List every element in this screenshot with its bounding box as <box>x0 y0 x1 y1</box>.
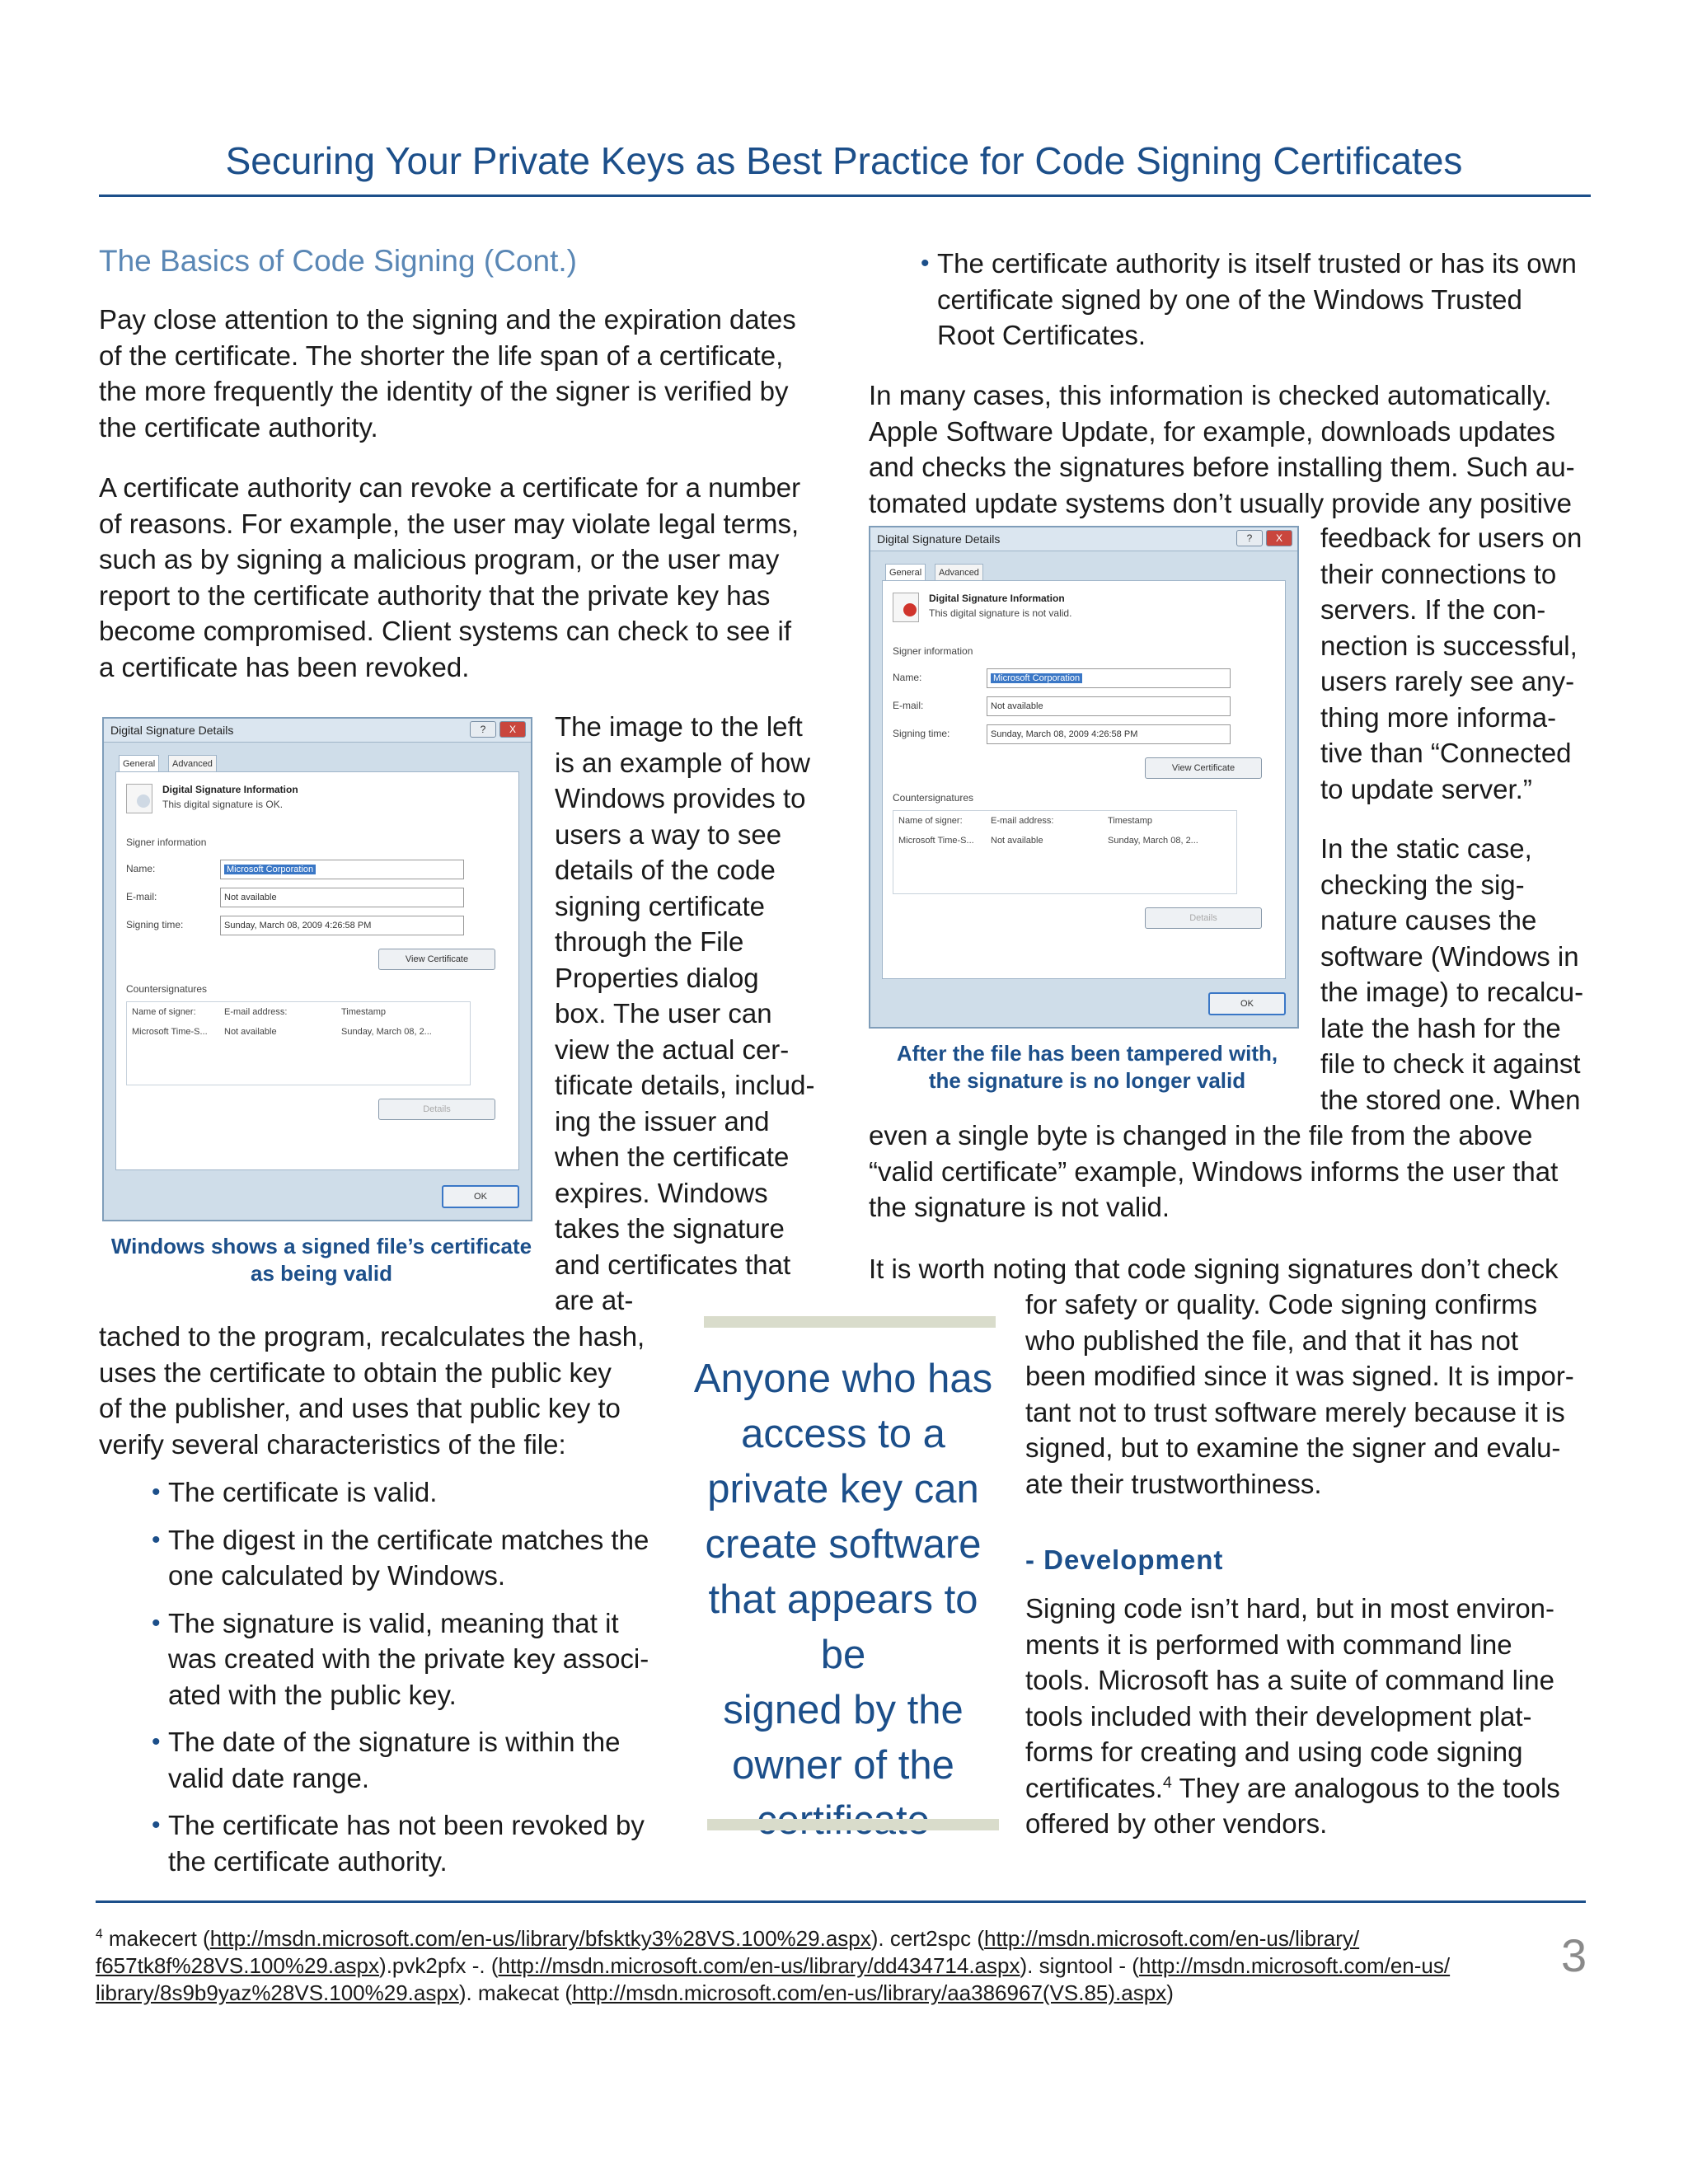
pvk2pfx-link[interactable]: http://msdn.microsoft.com/en-us/library/dd434714.aspx <box>498 1953 1020 1978</box>
dialog-titlebar <box>870 527 1297 551</box>
name-field[interactable] <box>220 860 464 879</box>
signing-time-field[interactable]: Sunday, March 08, 2009 4:26:58 PM <box>220 916 464 935</box>
development-paragraph <box>1025 1591 1602 1842</box>
text-line: the stored one. When <box>1320 1084 1581 1115</box>
text-line: report to the certificate authority that the private key has <box>99 579 771 611</box>
email-field[interactable]: Not available <box>220 888 464 907</box>
cert2spc-link[interactable]: http://msdn.microsoft.com/en-us/library/ <box>983 1926 1360 1951</box>
text-line: signed, but to examine the signer and evalu- <box>1025 1432 1561 1463</box>
text-line: the certificate authority. <box>168 1845 448 1877</box>
name-label: Name: <box>126 863 156 874</box>
table-cell[interactable]: Sunday, March 08, 2... <box>341 1027 432 1037</box>
text-line: tools included with their development plat- <box>1025 1700 1532 1732</box>
text-line: nection is successful, <box>1320 630 1578 661</box>
page-number: 3 <box>1561 1929 1587 1981</box>
text-line: Apple Software Update, for example, downloads updates <box>869 415 1555 447</box>
right-paragraph-2-full <box>869 1118 1602 1226</box>
name-label: Name: <box>893 672 922 683</box>
text-line: verify several characteristics of the file: <box>99 1428 566 1460</box>
page-title: Securing Your Private Keys as Best Practice for Code Signing Certificates <box>225 139 1463 182</box>
text-line: tached to the program, recalculates the hash, <box>99 1321 645 1352</box>
quote-line: private key can <box>707 1467 979 1511</box>
text-line: to update server.” <box>1320 773 1532 804</box>
footnote-marker: 4 <box>96 1927 103 1942</box>
text-line: checking the sig- <box>1320 869 1525 900</box>
text-line: offered by other vendors. <box>1025 1808 1328 1839</box>
right-paragraph-1-wrap <box>1320 520 1605 807</box>
dialog-panel <box>882 580 1286 979</box>
info-heading: Digital Signature Information <box>929 593 1065 604</box>
text-line: the certificate authority. <box>99 411 378 443</box>
text-line: software (Windows in <box>1320 940 1579 972</box>
text-line: late the hash for the <box>1320 1012 1561 1043</box>
signing-time-label: Signing time: <box>126 919 184 930</box>
email-field[interactable]: Not available <box>987 696 1231 716</box>
bullet-icon: • <box>921 250 930 277</box>
text-line: box. The user can <box>555 998 772 1029</box>
right-paragraph-3-first <box>869 1251 1602 1287</box>
figure-caption-invalid <box>869 1040 1306 1094</box>
text-line: Root Certificates. <box>937 320 1146 350</box>
text-line: become compromised. Client systems can check to see if <box>99 616 792 646</box>
details-button[interactable]: Details <box>1145 907 1262 929</box>
caption-line: Windows shows a signed file’s certificate <box>110 1234 532 1258</box>
table-cell[interactable]: Not available <box>991 836 1043 846</box>
footnote <box>96 1925 1546 2007</box>
right-bullet-top <box>921 246 1597 354</box>
text-line: The certificate authority is itself trusted or has its own <box>937 248 1577 279</box>
footnote-text: ).pvk2pfx -. ( <box>379 1953 499 1978</box>
help-button[interactable]: ? <box>470 721 496 738</box>
text-line: the more frequently the identity of the signer is verified by <box>99 376 789 406</box>
text-line: users a way to see <box>555 818 782 850</box>
text-line: Pay close attention to the signing and the expiration dates <box>99 304 796 335</box>
column-header: E-mail address: <box>224 1007 288 1017</box>
tab-general[interactable]: General <box>885 564 926 581</box>
close-button[interactable]: X <box>499 721 526 738</box>
text-line: It is worth noting that code signing signatures don’t check <box>869 1254 1559 1284</box>
info-heading: Digital Signature Information <box>162 784 298 795</box>
text-line: “valid certificate” example, Windows informs the user that <box>869 1155 1559 1187</box>
left-bullet-list <box>152 1474 679 1879</box>
footnote-text: makecert ( <box>102 1926 210 1951</box>
quote-line: owner of the <box>732 1743 954 1788</box>
quote-line: signed by the <box>723 1688 964 1732</box>
text-line: are at- <box>555 1285 634 1315</box>
error-certificate-icon <box>893 593 919 622</box>
column-header: Name of signer: <box>898 816 963 826</box>
development-heading: - Development <box>1025 1544 1224 1575</box>
column-header: E-mail address: <box>991 816 1054 826</box>
text-line: even a single byte is changed in the file from the above <box>869 1120 1533 1151</box>
caption-line: as being valid <box>251 1261 392 1286</box>
text-line: ments it is performed with command line <box>1025 1629 1512 1660</box>
dialog-title: Digital Signature Details <box>877 532 1001 546</box>
text-line: A certificate authority can revoke a certificate for a number <box>99 472 801 503</box>
caption-line: the signature is no longer valid <box>928 1068 1246 1093</box>
text-line: signing certificate <box>555 890 765 921</box>
footer-rule <box>96 1900 1586 1903</box>
details-button[interactable]: Details <box>378 1099 495 1120</box>
list-item <box>152 1724 679 1796</box>
bullet-icon: • <box>152 1479 161 1506</box>
list-item <box>152 1605 679 1713</box>
quote-line: access to a <box>741 1412 945 1456</box>
text-line: and certificates that <box>555 1249 791 1280</box>
text-run: They are analogous to the tools <box>1171 1772 1560 1803</box>
bullet-icon: • <box>152 1526 161 1554</box>
text-line: In the static case, <box>1320 833 1532 864</box>
right-paragraph-3-rest <box>1025 1286 1602 1502</box>
pull-quote-bar-bottom <box>707 1819 999 1830</box>
list-item <box>152 1522 679 1594</box>
countersignatures-label: Countersignatures <box>126 983 208 995</box>
list-item <box>152 1807 679 1879</box>
text-run: certificates. <box>1025 1772 1163 1803</box>
help-button[interactable]: ? <box>1236 530 1263 546</box>
dialog-title: Digital Signature Details <box>110 724 234 737</box>
text-line: and checks the signatures before installing them. Such au- <box>869 452 1575 482</box>
view-certificate-button[interactable]: View Certificate <box>378 949 495 970</box>
dialog-panel <box>115 771 519 1170</box>
tab-advanced[interactable]: Advanced <box>935 564 983 581</box>
cert2spc-link-continued[interactable]: f657tk8f%28VS.100%29.aspx <box>96 1953 380 1978</box>
text-line: when the certificate <box>555 1141 790 1172</box>
text-line: their connections to <box>1320 558 1557 589</box>
text-line: tomated update systems don’t usually provide any positive <box>869 487 1572 518</box>
caption-line: After the file has been tampered with, <box>896 1041 1278 1066</box>
text-line: file to check it against <box>1320 1048 1581 1079</box>
left-paragraph-2 <box>99 470 824 685</box>
text-line: tools. Microsoft has a suite of command line <box>1025 1665 1554 1695</box>
bullet-icon: • <box>152 1609 161 1637</box>
table-cell[interactable]: Microsoft Time-S... <box>132 1027 208 1037</box>
text-line: forms for creating and using code signing <box>1025 1736 1523 1767</box>
text-line: was created with the private key associ- <box>168 1643 649 1674</box>
text-line: tificate details, includ- <box>555 1070 815 1100</box>
signing-time-field[interactable]: Sunday, March 08, 2009 4:26:58 PM <box>987 724 1231 744</box>
signer-group-label: Signer information <box>126 837 207 848</box>
text-line: nature causes the <box>1320 905 1537 935</box>
dialog-titlebar <box>104 719 531 743</box>
info-status: This digital signature is OK. <box>162 799 284 810</box>
section-heading: The Basics of Code Signing (Cont.) <box>99 244 577 278</box>
table-cell[interactable]: Microsoft Time-S... <box>898 836 974 846</box>
quote-line: create software <box>705 1522 982 1567</box>
text-line: expires. Windows <box>555 1177 768 1208</box>
text-line: for safety or quality. Code signing confirms <box>1025 1289 1538 1319</box>
text-line: users rarely see any- <box>1320 666 1575 696</box>
text-line: In many cases, this information is checked automatically. <box>869 380 1552 410</box>
text-line: through the File <box>555 926 744 957</box>
quote-line: that appears to be <box>708 1577 978 1677</box>
footnote-ref[interactable]: 4 <box>1162 1773 1172 1792</box>
text-line: servers. If the con- <box>1320 594 1546 625</box>
certificate-icon <box>126 784 152 813</box>
text-line: of the certificate. The shorter the life span of a certificate, <box>99 340 784 371</box>
dialog-valid-signature <box>102 717 532 1221</box>
left-paragraph-3-full <box>99 1319 676 1462</box>
column-header: Name of signer: <box>132 1007 196 1017</box>
text-line: ate their trustworthiness. <box>1025 1468 1322 1499</box>
text-line: thing more informa- <box>1320 701 1557 733</box>
close-button[interactable]: X <box>1266 530 1292 546</box>
signer-group-label: Signer information <box>893 645 973 657</box>
text-line: the image) to recalcu- <box>1320 977 1584 1007</box>
bullet-icon: • <box>152 1728 161 1755</box>
text-line: is an example of how <box>555 747 811 778</box>
list-item <box>921 246 1597 354</box>
text-line: uses the certificate to obtain the public key <box>99 1357 612 1388</box>
text-line <box>1025 1770 1602 1807</box>
bullet-icon: • <box>152 1811 161 1839</box>
countersignatures-table <box>126 1001 471 1085</box>
text-line: been modified since it was signed. It is impor- <box>1025 1361 1574 1391</box>
text-line: who published the file, and that it has not <box>1025 1324 1519 1356</box>
view-certificate-button[interactable]: View Certificate <box>1145 757 1262 779</box>
ok-button[interactable]: OK <box>442 1185 519 1208</box>
text-line: The certificate has not been revoked by <box>168 1810 645 1840</box>
text-line: such as by signing a malicious program, or the user may <box>99 544 780 574</box>
footnote-text: ). makecat ( <box>458 1980 573 2005</box>
text-line: tant not to trust software merely because it is <box>1025 1396 1565 1427</box>
tab-advanced[interactable]: Advanced <box>168 755 217 772</box>
countersignatures-label: Countersignatures <box>893 792 974 804</box>
right-paragraph-1-full <box>869 377 1602 521</box>
email-label: E-mail: <box>893 700 924 711</box>
footnote-text: ) <box>1166 1980 1174 2005</box>
column-header: Timestamp <box>1108 816 1152 826</box>
countersignatures-table <box>893 810 1237 894</box>
text-line: The digest in the certificate matches the <box>168 1524 649 1555</box>
list-item <box>152 1474 679 1511</box>
pull-quote <box>682 1352 1004 1849</box>
dialog-invalid-signature <box>869 526 1299 1029</box>
name-field[interactable] <box>987 668 1231 688</box>
makecert-link[interactable]: http://msdn.microsoft.com/en-us/library/bfsktky3%28VS.100%29.aspx <box>209 1926 871 1951</box>
column-header: Timestamp <box>341 1007 386 1017</box>
name-value: Microsoft Corporation <box>224 865 316 874</box>
signtool-link-continued[interactable]: library/8s9b9yaz%28VS.100%29.aspx <box>96 1980 459 2005</box>
text-line: of reasons. For example, the user may violate legal terms, <box>99 508 799 539</box>
text-line: The signature is valid, meaning that it <box>168 1607 619 1638</box>
figure-caption-valid <box>99 1233 544 1287</box>
info-status: This digital signature is not valid. <box>929 607 1072 619</box>
text-line: valid date range. <box>168 1762 370 1793</box>
text-line: takes the signature <box>555 1213 785 1244</box>
text-line: The date of the signature is within the <box>168 1727 621 1757</box>
text-line: certificate signed by one of the Windows Trusted <box>937 284 1522 315</box>
makecat-link[interactable]: http://msdn.microsoft.com/en-us/library/aa386967(VS.85).aspx <box>572 1980 1167 2005</box>
text-line: a certificate has been revoked. <box>99 651 470 682</box>
text-line: The certificate is valid. <box>168 1477 438 1507</box>
left-paragraph-1 <box>99 302 824 445</box>
text-line: Windows provides to <box>555 783 806 813</box>
text-line: the signature is not valid. <box>869 1192 1170 1222</box>
table-cell[interactable]: Not available <box>224 1027 277 1037</box>
text-line: ated with the public key. <box>168 1679 457 1710</box>
signtool-link[interactable]: http://msdn.microsoft.com/en-us/ <box>1138 1953 1451 1978</box>
header-rule <box>99 194 1591 197</box>
text-line: of the publisher, and uses that public key to <box>99 1393 621 1423</box>
text-line: one calculated by Windows. <box>168 1560 506 1591</box>
text-line: details of the code <box>555 855 776 885</box>
text-line: tive than “Connected <box>1320 738 1572 768</box>
left-paragraph-3-wrap <box>555 709 835 1319</box>
text-line: view the actual cer- <box>555 1033 790 1065</box>
text-line: Signing code isn’t hard, but in most environ- <box>1025 1593 1555 1624</box>
quote-line: Anyone who has <box>693 1357 993 1401</box>
footnote-text: ). signtool - ( <box>1020 1953 1139 1978</box>
text-line: feedback for users on <box>1320 523 1582 553</box>
ok-button[interactable]: OK <box>1208 992 1286 1015</box>
table-cell[interactable]: Sunday, March 08, 2... <box>1108 836 1198 846</box>
text-line: The image to the left <box>555 711 803 742</box>
signing-time-label: Signing time: <box>893 728 950 739</box>
pull-quote-bar-top <box>704 1316 996 1328</box>
footnote-text: ). cert2spc ( <box>870 1926 984 1951</box>
email-label: E-mail: <box>126 891 157 902</box>
name-value: Microsoft Corporation <box>991 673 1082 683</box>
right-paragraph-2-wrap <box>1320 831 1605 1118</box>
text-line: ing the issuer and <box>555 1105 770 1137</box>
tab-general[interactable]: General <box>119 755 159 772</box>
text-line: Properties dialog <box>555 962 759 993</box>
